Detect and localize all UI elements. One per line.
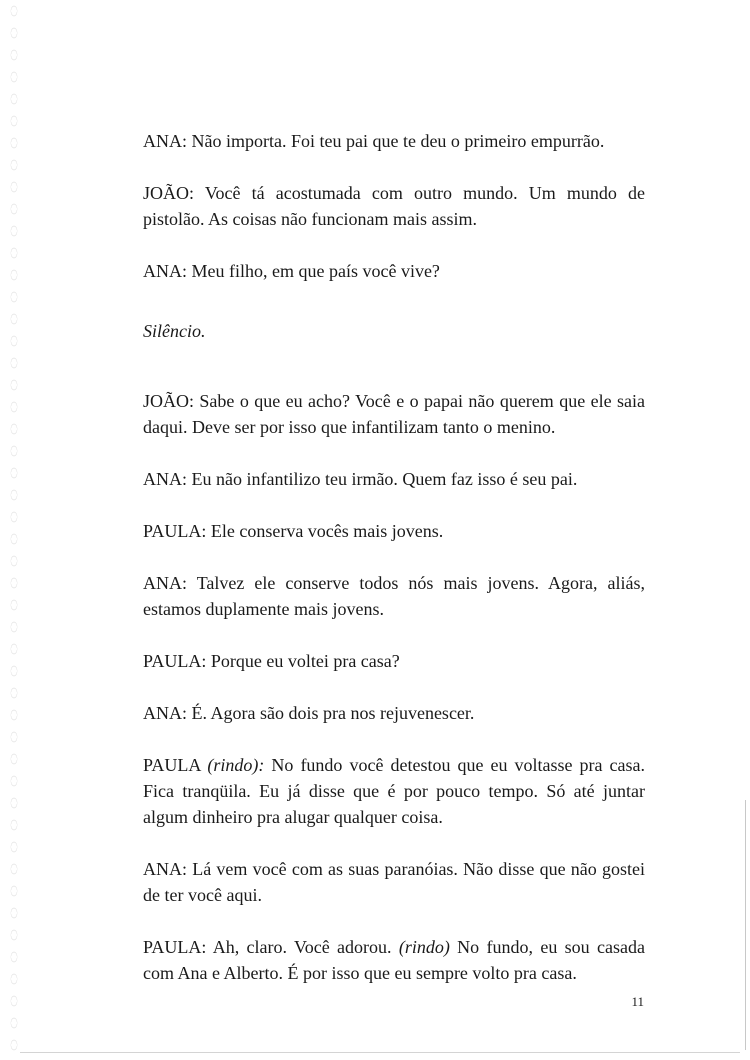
dialogue-text: ANA: Meu filho, em que país você vive? xyxy=(143,261,440,281)
dialogue-paragraph xyxy=(143,388,645,440)
dialogue-paragraph xyxy=(143,752,645,830)
dialogue-text: No fundo você detestou que eu voltasse pra casa. Fica tranqüila. Eu já disse que é por pouco tempo. Só até juntar algum dinheiro pra alugar qualquer coisa. xyxy=(143,755,645,827)
dialogue-text: ANA: Eu não infantilizo teu irmão. Quem faz isso é seu pai. xyxy=(143,469,578,489)
binding-holes xyxy=(2,0,36,1060)
dialogue-text: PAULA: Porque eu voltei pra casa? xyxy=(143,651,400,671)
dialogue-paragraph xyxy=(143,934,645,986)
scan-edge-right xyxy=(745,800,746,1050)
dialogue-text: ANA: É. Agora são dois pra nos rejuvenescer. xyxy=(143,703,475,723)
dialogue-text: JOÃO: Você tá acostumada com outro mundo. Um mundo de pistolão. As coisas não funcionam mais assim. xyxy=(143,183,645,229)
dialogue-paragraph xyxy=(143,180,645,232)
dialogue-paragraph xyxy=(143,128,645,154)
script-body xyxy=(143,102,645,986)
dialogue-paragraph xyxy=(143,570,645,622)
dialogue-text: ANA: Não importa. Foi teu pai que te deu o primeiro empurrão. xyxy=(143,131,605,151)
stage-direction: (rindo): xyxy=(207,755,265,775)
dialogue-paragraph xyxy=(143,466,645,492)
dialogue-text: PAULA xyxy=(143,755,208,775)
dialogue-paragraph xyxy=(143,648,645,674)
page-number: 11 xyxy=(631,994,644,1009)
dialogue-paragraph xyxy=(143,518,645,544)
dialogue-text: ANA: Talvez ele conserve todos nós mais jovens. Agora, aliás, estamos duplamente mais jovens. xyxy=(143,573,645,619)
scan-edge-bottom xyxy=(20,1052,740,1053)
dialogue-paragraph xyxy=(143,856,645,908)
stage-direction: Silêncio. xyxy=(143,321,206,341)
dialogue-text: ANA: Lá vem você com as suas paranóias. Não disse que não gostei de ter você aqui. xyxy=(143,859,645,905)
dialogue-text: JOÃO: Sabe o que eu acho? Você e o papai não querem que ele saia daqui. Deve ser por isso que infantilizam tanto o menino. xyxy=(143,391,645,437)
stage-direction: (rindo) xyxy=(398,937,450,957)
dialogue-text: No fundo, eu sou casada com Ana e Alberto. É por isso que eu sempre volto pra casa. xyxy=(143,937,645,983)
dialogue-paragraph xyxy=(143,700,645,726)
dialogue-paragraph xyxy=(143,258,645,284)
dialogue-text: PAULA: Ele conserva vocês mais jovens. xyxy=(143,521,444,541)
dialogue-paragraph xyxy=(143,318,645,344)
dialogue-text: PAULA: Ah, claro. Você adorou. xyxy=(143,937,399,957)
